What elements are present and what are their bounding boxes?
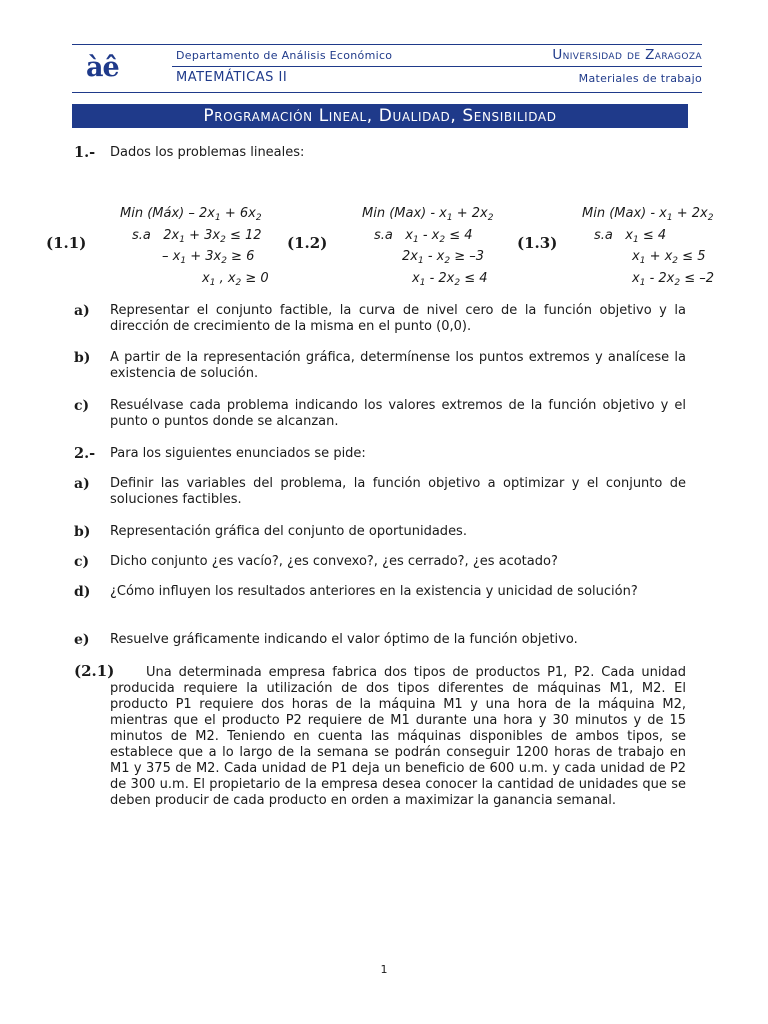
subject-name: MATEMÁTICAS II [176, 70, 288, 85]
problem-1-1-label: (1.1) [46, 234, 87, 252]
problem-1-3-system: Min $(Max) - x_1 + 2x_2$ s.a $x_1 \le 4$ $x_1 + x_2 \le 5$ $x_1 - 2x_2 \le -2$ [582, 206, 715, 288]
problem-2-1-text: Una determinada empresa fabrica dos tipos de productos P1, P2. Cada unidad producida requiere la utilización de dos tipos diferentes de máquinas M1, M2. El producto P1 requiere dos horas de la máquina M1 y una hora de la máquina M2, mientras que el producto P2 requiere de M1 durante una hora y 30 minutos y de 15 minutos de M2. Teniendo en cuenta las máquinas disponibles de ambos tipos, se establece que a lo largo de la semana se podrán conseguir 1200 horas de trabajo en M1 y 375 de M2. Cada unidad de P1 deja un beneficio de 600 u.m. y cada unidad de P2 de 300 u.m. El propietario de la empresa desea conocer la cantidad de unidades que se deben producir de cada producto en orden a maximizar la ganancia semanal. [110, 665, 686, 808]
header-rule-middle [172, 66, 702, 67]
question-1-number: 1.- [74, 144, 96, 161]
item-1c-text: Resuélvase cada problema indicando los valores extremos de la función objetivo y el punto o puntos donde se alcanzan. [110, 398, 686, 429]
item-2d-text: ¿Cómo influyen los resultados anteriores en la existencia y unicidad de solución? [110, 584, 638, 599]
item-2a-label: a) [74, 476, 90, 492]
department-name: Departamento de Análisis Económico [176, 49, 393, 62]
item-2e-label: e) [74, 632, 90, 648]
item-1b-text: A partir de la representación gráfica, determínense los puntos extremos y analícese la existencia de solución. [110, 350, 686, 381]
page-title: Programación Lineal, Dualidad, Sensibilidad [72, 104, 688, 128]
item-1b-label: b) [74, 350, 91, 366]
university-name: Universidad de Zaragoza [552, 47, 702, 63]
item-2b-label: b) [74, 524, 91, 540]
item-2c-text: Dicho conjunto ¿es vacío?, ¿es convexo?, ¿es cerrado?, ¿es acotado? [110, 554, 558, 569]
problem-1-2-label: (1.2) [287, 234, 328, 252]
item-2e-text: Resuelve gráficamente indicando el valor óptimo de la función objetivo. [110, 632, 578, 647]
item-1a-text: Representar el conjunto factible, la curva de nivel cero de la función objetivo y la dirección de crecimiento de la misma en el punto (0,0). [110, 303, 686, 334]
problem-1-3-label: (1.3) [517, 234, 558, 252]
header-rule-bottom [72, 92, 702, 93]
item-2a-text: Definir las variables del problema, la función objetivo a optimizar y el conjunto de soluciones factibles. [110, 476, 686, 507]
problem-1-2-system: Min $(Max) - x_1 + 2x_2$ s.a $x_1 - x_2 \le 4$ $2x_1 - x_2 \ge -3$ $x_1 - 2x_2 \le 4$ [362, 206, 494, 288]
item-1a-label: a) [74, 303, 90, 319]
item-2b-text: Representación gráfica del conjunto de oportunidades. [110, 524, 467, 539]
question-1-intro: Dados los problemas lineales: [110, 145, 305, 160]
problem-1-1-system: Min (Máx) – $2x_1 + 6x_2$ s.a $2x_1 + 3x_2 \le 12$ – $x_1 + 3x_2 \ge 6$ $x_1$ , $x_2 \ge 0$ [120, 206, 269, 288]
item-2c-label: c) [74, 554, 90, 570]
department-logo: àê [86, 52, 119, 83]
page-number: 1 [380, 963, 388, 976]
header-rule-top [72, 44, 702, 45]
question-2-number: 2.- [74, 445, 96, 462]
question-2-intro: Para los siguientes enunciados se pide: [110, 446, 366, 461]
item-1c-label: c) [74, 398, 90, 414]
problem-2-1-label: (2.1) [74, 662, 115, 680]
materials-label: Materiales de trabajo [578, 72, 702, 85]
item-2d-label: d) [74, 584, 91, 600]
